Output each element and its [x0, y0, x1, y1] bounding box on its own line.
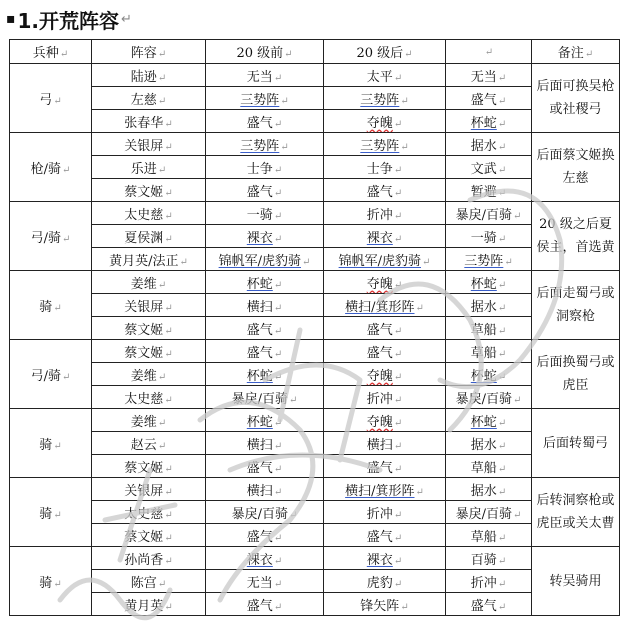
- table-row: [10, 478, 620, 501]
- pre20-tactic-cell: 裸衣↵: [206, 547, 324, 570]
- extra-tactic-cell: 草船↵: [446, 340, 532, 363]
- extra-tactic-cell: 杯蛇↵: [446, 409, 532, 432]
- lineup-table: [9, 39, 620, 616]
- hero-cell: 蔡文姬↵: [92, 340, 206, 363]
- post20-tactic-cell: 盛气↵: [324, 455, 446, 478]
- post20-tactic-cell: 太平↵: [324, 64, 446, 87]
- post20-tactic-cell: 横扫/箕形阵↵: [324, 294, 446, 317]
- lineup-table-body: [10, 40, 620, 616]
- post20-tactic-cell: 夺魄↵: [324, 271, 446, 294]
- extra-tactic-cell: 据水↵: [446, 432, 532, 455]
- extra-tactic-cell: 一骑↵: [446, 225, 532, 248]
- hero-cell: 关银屏↵: [92, 478, 206, 501]
- post20-tactic-cell: 夺魄↵: [324, 110, 446, 133]
- pre20-tactic-cell: 盛气↵: [206, 455, 324, 478]
- table-row: [10, 593, 620, 616]
- post20-tactic-cell: 盛气↵: [324, 179, 446, 202]
- post20-tactic-cell: 折冲↵: [324, 501, 446, 524]
- header-cell: 兵种↵: [10, 40, 92, 64]
- note-cell: 后面走蜀弓或洞察枪: [532, 271, 620, 340]
- extra-tactic-cell: 百骑↵: [446, 547, 532, 570]
- heading-text: 1.开荒阵容: [17, 8, 120, 33]
- unit-type-cell: 弓/骑↵: [10, 202, 92, 271]
- pre20-tactic-cell: 杯蛇↵: [206, 409, 324, 432]
- table-row: [10, 248, 620, 271]
- post20-tactic-cell: 三势阵↵: [324, 133, 446, 156]
- pre20-tactic-cell: 杯蛇↵: [206, 363, 324, 386]
- hero-cell: 太史慈↵: [92, 501, 206, 524]
- post20-tactic-cell: 盛气↵: [324, 317, 446, 340]
- extra-tactic-cell: 文武↵: [446, 156, 532, 179]
- table-row: [10, 202, 620, 225]
- table-row: [10, 87, 620, 110]
- unit-type-cell: 骑↵: [10, 547, 92, 616]
- post20-tactic-cell: 锦帆军/虎豹骑↵: [324, 248, 446, 271]
- hero-cell: 太史慈↵: [92, 202, 206, 225]
- unit-type-cell: 骑↵: [10, 271, 92, 340]
- unit-type-cell: 骑↵: [10, 478, 92, 547]
- paragraph-mark: ↵: [121, 11, 132, 27]
- pre20-tactic-cell: 横扫↵: [206, 294, 324, 317]
- hero-cell: 太史慈↵: [92, 386, 206, 409]
- note-cell: 转吴骑用: [532, 547, 620, 616]
- hero-cell: 关银屏↵: [92, 294, 206, 317]
- pre20-tactic-cell: 盛气↵: [206, 110, 324, 133]
- unit-type-cell: 枪/骑↵: [10, 133, 92, 202]
- pre20-tactic-cell: 士争↵: [206, 156, 324, 179]
- post20-tactic-cell: 盛气↵: [324, 340, 446, 363]
- table-row: [10, 363, 620, 386]
- table-row: [10, 455, 620, 478]
- post20-tactic-cell: 虎豹↵: [324, 570, 446, 593]
- table-row: [10, 271, 620, 294]
- note-cell: 20 级之后夏侯主，首选黄: [532, 202, 620, 271]
- pre20-tactic-cell: 盛气↵: [206, 317, 324, 340]
- extra-tactic-cell: 草船↵: [446, 524, 532, 547]
- extra-tactic-cell: 杯蛇↵: [446, 110, 532, 133]
- pre20-tactic-cell: 三势阵↵: [206, 133, 324, 156]
- extra-tactic-cell: 据水↵: [446, 478, 532, 501]
- note-cell: 后面蔡文姬换左慈: [532, 133, 620, 202]
- table-row: [10, 432, 620, 455]
- hero-cell: 姜维↵: [92, 409, 206, 432]
- table-row: [10, 547, 620, 570]
- hero-cell: 孙尚香↵: [92, 547, 206, 570]
- pre20-tactic-cell: 暴戾/百骑↵: [206, 386, 324, 409]
- extra-tactic-cell: 折冲↵: [446, 570, 532, 593]
- table-row: [10, 524, 620, 547]
- pre20-tactic-cell: 裸衣↵: [206, 225, 324, 248]
- extra-tactic-cell: 暴戾/百骑↵: [446, 501, 532, 524]
- extra-tactic-cell: 盛气↵: [446, 87, 532, 110]
- post20-tactic-cell: 三势阵↵: [324, 87, 446, 110]
- hero-cell: 夏侯渊↵: [92, 225, 206, 248]
- table-row: [10, 133, 620, 156]
- post20-tactic-cell: 折冲↵: [324, 386, 446, 409]
- pre20-tactic-cell: 盛气↵: [206, 179, 324, 202]
- post20-tactic-cell: 横扫/箕形阵↵: [324, 478, 446, 501]
- hero-cell: 蔡文姬↵: [92, 179, 206, 202]
- hero-cell: 姜维↵: [92, 271, 206, 294]
- post20-tactic-cell: 横扫↵: [324, 432, 446, 455]
- section-heading: [6, 4, 132, 34]
- post20-tactic-cell: 盛气↵: [324, 524, 446, 547]
- table-header-row: [10, 40, 620, 64]
- table-row: [10, 570, 620, 593]
- table-row: [10, 386, 620, 409]
- pre20-tactic-cell: 横扫↵: [206, 478, 324, 501]
- extra-tactic-cell: 草船↵: [446, 455, 532, 478]
- pre20-tactic-cell: 盛气↵: [206, 340, 324, 363]
- post20-tactic-cell: 夺魄↵: [324, 363, 446, 386]
- header-cell: 20 级前↵: [206, 40, 324, 64]
- pre20-tactic-cell: 盛气↵: [206, 524, 324, 547]
- header-cell: 备注↵: [532, 40, 620, 64]
- pre20-tactic-cell: 暴戾/百骑↵: [206, 501, 324, 524]
- note-cell: 后面转蜀弓: [532, 409, 620, 478]
- hero-cell: 黄月英/法正↵: [92, 248, 206, 271]
- table-row: [10, 317, 620, 340]
- heading-bullet: ▪: [6, 11, 16, 27]
- extra-tactic-cell: 三势阵↵: [446, 248, 532, 271]
- hero-cell: 姜维↵: [92, 363, 206, 386]
- extra-tactic-cell: 暴戾/百骑↵: [446, 386, 532, 409]
- post20-tactic-cell: 折冲↵: [324, 202, 446, 225]
- hero-cell: 蔡文姬↵: [92, 524, 206, 547]
- post20-tactic-cell: 锋矢阵↵: [324, 593, 446, 616]
- extra-tactic-cell: 杯蛇↵: [446, 271, 532, 294]
- table-row: [10, 110, 620, 133]
- table-row: [10, 340, 620, 363]
- hero-cell: 关银屏↵: [92, 133, 206, 156]
- extra-tactic-cell: 据水↵: [446, 133, 532, 156]
- hero-cell: 左慈↵: [92, 87, 206, 110]
- pre20-tactic-cell: 三势阵↵: [206, 87, 324, 110]
- hero-cell: 张春华↵: [92, 110, 206, 133]
- table-row: [10, 64, 620, 87]
- pre20-tactic-cell: 盛气↵: [206, 593, 324, 616]
- extra-tactic-cell: 无当↵: [446, 64, 532, 87]
- pre20-tactic-cell: 锦帆军/虎豹骑↵: [206, 248, 324, 271]
- unit-type-cell: 弓↵: [10, 64, 92, 133]
- hero-cell: 黄月英↵: [92, 593, 206, 616]
- pre20-tactic-cell: 一骑↵: [206, 202, 324, 225]
- post20-tactic-cell: 裸衣↵: [324, 547, 446, 570]
- hero-cell: 乐进↵: [92, 156, 206, 179]
- table-row: [10, 179, 620, 202]
- post20-tactic-cell: 夺魄↵: [324, 409, 446, 432]
- hero-cell: 蔡文姬↵: [92, 455, 206, 478]
- pre20-tactic-cell: 无当↵: [206, 64, 324, 87]
- table-row: [10, 409, 620, 432]
- table-row: [10, 225, 620, 248]
- post20-tactic-cell: 士争↵: [324, 156, 446, 179]
- extra-tactic-cell: 暂避↵: [446, 179, 532, 202]
- table-row: [10, 501, 620, 524]
- extra-tactic-cell: 杯蛇↵: [446, 363, 532, 386]
- extra-tactic-cell: 暴戾/百骑↵: [446, 202, 532, 225]
- unit-type-cell: 骑↵: [10, 409, 92, 478]
- unit-type-cell: 弓/骑↵: [10, 340, 92, 409]
- hero-cell: 陆逊↵: [92, 64, 206, 87]
- note-cell: 后面可换吴枪或社稷弓: [532, 64, 620, 133]
- post20-tactic-cell: 裸衣↵: [324, 225, 446, 248]
- hero-cell: 赵云↵: [92, 432, 206, 455]
- extra-tactic-cell: 盛气↵: [446, 593, 532, 616]
- hero-cell: 蔡文姬↵: [92, 317, 206, 340]
- pre20-tactic-cell: 杯蛇↵: [206, 271, 324, 294]
- extra-tactic-cell: 草船↵: [446, 317, 532, 340]
- header-cell: ↵: [446, 40, 532, 64]
- table-row: [10, 294, 620, 317]
- extra-tactic-cell: 据水↵: [446, 294, 532, 317]
- hero-cell: 陈宫↵: [92, 570, 206, 593]
- pre20-tactic-cell: 无当↵: [206, 570, 324, 593]
- pre20-tactic-cell: 横扫↵: [206, 432, 324, 455]
- header-cell: 20 级后↵: [324, 40, 446, 64]
- note-cell: 后面换蜀弓或虎臣: [532, 340, 620, 409]
- table-row: [10, 156, 620, 179]
- note-cell: 后转洞察枪或虎臣或关太曹: [532, 478, 620, 547]
- header-cell: 阵容↵: [92, 40, 206, 64]
